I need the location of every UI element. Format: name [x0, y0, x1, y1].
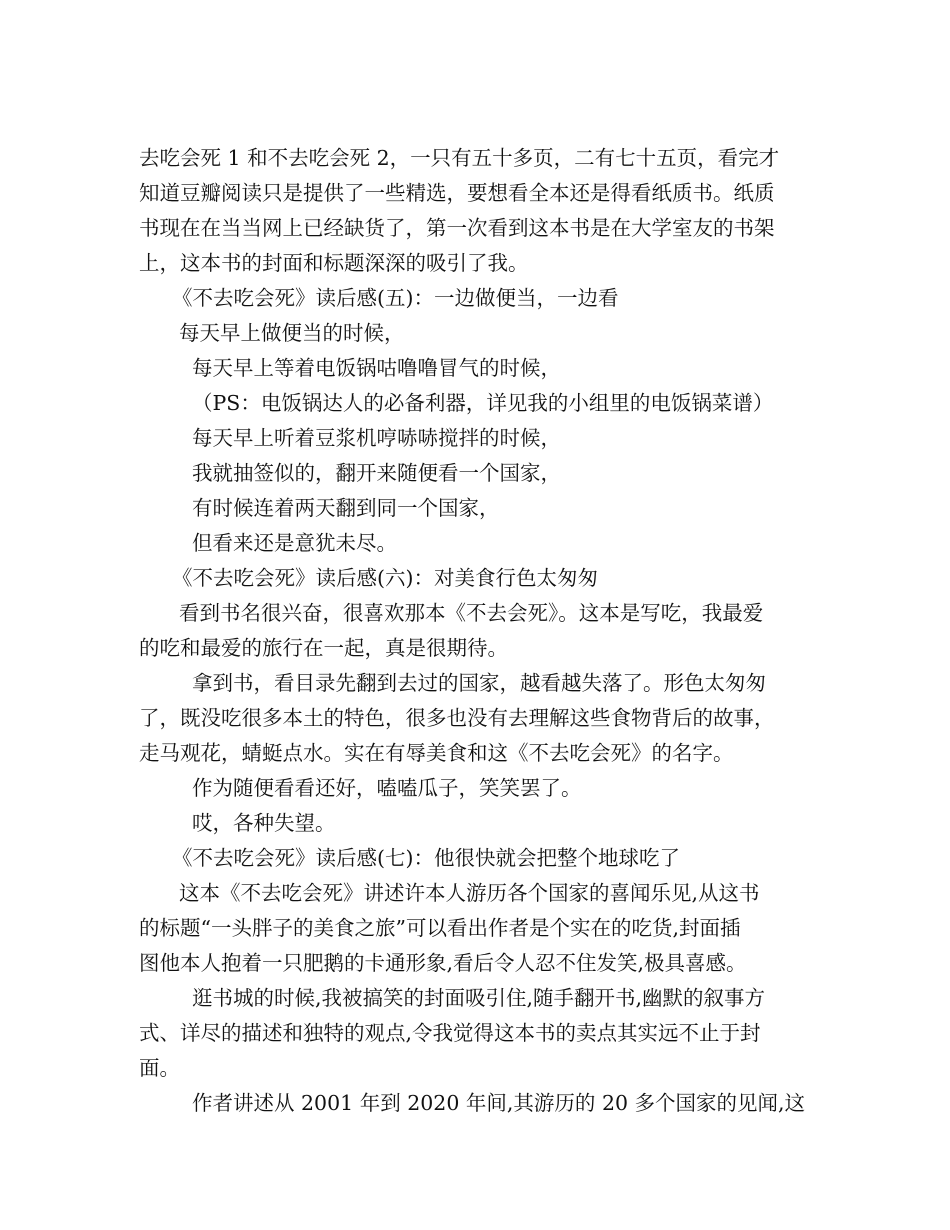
text-line: 哎，各种失望。 [192, 811, 336, 835]
text-line: 图他本人抱着一只肥鹅的卡通形象,看后令人忍不住发笑,极具喜感。 [139, 951, 747, 975]
section-heading: 《不去吃会死》读后感(五)：一边做便当，一边看 [172, 286, 619, 310]
section-heading: 《不去吃会死》读后感(六)：对美食行色太匆匆 [172, 566, 598, 590]
text-line: 这本《不去吃会死》讲述许本人游历各个国家的喜闻乐见,从这书 [179, 881, 760, 905]
text-line: 拿到书，看目录先翻到去过的国家，越看越失落了。形色太匆匆 [192, 671, 766, 695]
section-heading: 《不去吃会死》读后感(七)：他很快就会把整个地球吃了 [172, 846, 680, 870]
text-line: 去吃会死 1 和不去吃会死 2，一只有五十多页，二有七十五页，看完才 [139, 146, 780, 170]
text-line: 了，既没吃很多本土的特色，很多也没有去理解这些食物背后的故事， [139, 706, 775, 730]
text-line: 每天早上等着电饭锅咕噜噜冒气的时候， [192, 356, 561, 380]
text-line: 每天早上听着豆浆机哼哧哧搅拌的时候， [192, 426, 561, 450]
text-line: 的吃和最爱的旅行在一起，真是很期待。 [139, 636, 508, 660]
text-line: 的标题“一头胖子的美食之旅”可以看出作者是个实在的吃货,封面插 [139, 916, 741, 940]
text-line: 作为随便看看还好，嗑嗑瓜子，笑笑罢了。 [192, 776, 582, 800]
text-line: 上，这本书的封面和标题深深的吸引了我。 [139, 251, 529, 275]
text-line: 看到书名很兴奋，很喜欢那本《不去会死》。这本是写吃，我最爱 [179, 601, 764, 625]
text-line: 有时候连着两天翻到同一个国家， [192, 496, 500, 520]
text-line: 式、详尽的描述和独特的观点,令我觉得这本书的卖点其实远不止于封 [139, 1021, 761, 1045]
text-line: （PS：电饭锅达人的必备利器，详见我的小组里的电饭锅菜谱） [192, 391, 774, 415]
text-line: 书现在在当当网上已经缺货了，第一次看到这本书是在大学室友的书架 [139, 216, 775, 240]
text-line: 面。 [139, 1056, 180, 1080]
text-line: 走马观花，蜻蜓点水。实在有辱美食和这《不去吃会死》的名字。 [139, 741, 734, 765]
text-line: 逛书城的时候,我被搞笑的封面吸引住,随手翻开书,幽默的叙事方 [192, 986, 766, 1010]
text-line: 知道豆瓣阅读只是提供了一些精选，要想看全本还是得看纸质书。纸质 [139, 181, 775, 205]
text-line: 作者讲述从 2001 年到 2020 年间,其游历的 20 多个国家的见闻,这 [192, 1091, 806, 1115]
text-line: 每天早上做便当的时候， [179, 321, 405, 345]
text-line: 我就抽签似的，翻开来随便看一个国家， [192, 461, 561, 485]
text-line: 但看来还是意犹未尽。 [192, 531, 397, 555]
